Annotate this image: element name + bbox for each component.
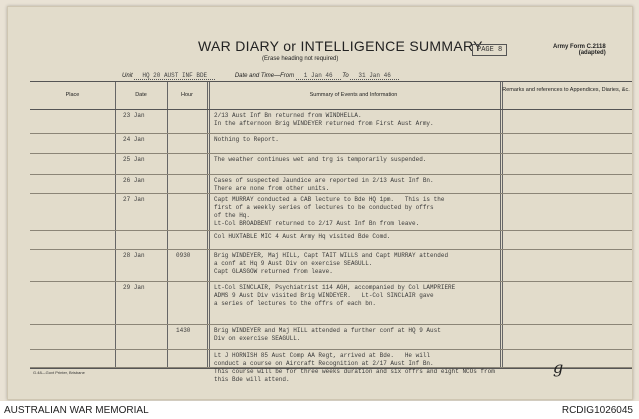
row-summary: Cases of suspected Jaundice are reported in 2/13 Aust Inf Bn. There are none from other units. [214,177,434,192]
table-row [30,154,632,175]
row-date: 29 Jan [123,284,145,291]
archive-reference: RCDIG1026045 [561,405,633,416]
row-date: 27 Jan [123,196,145,203]
table-row [30,110,632,134]
col-header-date: Date [135,92,147,98]
row-summary: Lt-Col SINCLAIR, Psychiatrist 114 AGH, accompanied by Col LAMPRIERE ADMS 9 Aust Div visited Brig WINDEYER. Lt-Col SINCLAIR gave a series of lectures to the offrs of each bn. [214,284,456,307]
row-summary: 2/13 Aust Inf Bn returned from WINDHELLA. In the afternoon Brig WINDEYER returned from First Aust Army. [214,112,434,127]
printer-imprint: G.48—Govt Printer, Brisbane [33,370,85,375]
archive-footer [0,401,639,419]
row-date: 26 Jan [123,177,145,184]
row-summary: Brig WINDEYER, Maj HILL, Capt TAIT WILLS and Capt MURRAY attended a conf at Hq 9 Aust Div on exercise SEAGULL. Capt GLASGOW returned from leave. [214,252,449,275]
col-header-place: Place [65,92,80,98]
unit-date-line [122,72,399,79]
row-summary: Col HUXTABLE MIC 4 Aust Army Hq visited Bde Comd. [214,233,391,240]
row-date: 28 Jan [123,252,145,259]
date-to-value: 31 Jan 46 [350,72,398,80]
page-number-stamp: PAGE 8 [472,44,507,56]
page-subtitle: (Erase heading not required) [262,56,339,62]
row-hour: 1430 [176,327,191,334]
army-form-number: Army Form C.2118 [553,44,606,50]
col-header-hour: Hour [181,92,193,98]
row-rule [30,367,632,368]
table-row [30,250,632,282]
row-summary: Capt MURRAY conducted a CAB lecture to Bde HQ 1pm. This is the first of a weekly series of lectures to be conducted by offrs of the Hq. Lt-Col BROADBENT returned to 2/17 Aust Inf Bn from leave. [214,196,445,227]
page-title: WAR DIARY or INTELLIGENCE SUMMARY [198,38,483,54]
table-row [30,282,632,325]
date-from-value: 1 Jan 46 [296,72,341,80]
row-date: 24 Jan [123,136,145,143]
row-summary: Brig WINDEYER and Maj HILL attended a further conf at HQ 9 Aust Div on exercise SEAGULL. [214,327,441,342]
table-row [30,231,632,250]
table-row [30,194,632,231]
army-form-label [553,44,606,56]
unit-value: HQ 20 AUST INF BDE [134,72,215,80]
row-hour: 0930 [176,252,191,259]
handwritten-initials: g [553,358,564,377]
table-row [30,325,632,350]
archive-name: AUSTRALIAN WAR MEMORIAL [4,405,149,416]
date-from-label: Date and Time—From [234,73,295,79]
table-row [30,134,632,154]
table-row [30,175,632,194]
row-summary: The weather continues wet and trg is temporarily suspended. [214,156,427,163]
unit-label: Unit [122,73,133,79]
date-to-label: To [342,73,349,79]
row-date: 23 Jan [123,112,145,119]
row-date: 25 Jan [123,156,145,163]
row-summary: Lt J HORNISH 85 Aust Comp AA Regt, arrived at Bde. He will conduct a course on Aircraft Recognition at 2/17 Aust Inf Bn. This course will be for three weeks duration and six offrs and eight NCOs from this Bde will attend. [214,352,495,383]
row-summary: Nothing to Report. [214,136,279,143]
col-header-remarks: Remarks and references to Appendices, Diaries, &c. [502,87,630,93]
col-header-summary: Summary of Events and Information [309,92,398,98]
army-form-note: (adapted) [578,50,606,56]
